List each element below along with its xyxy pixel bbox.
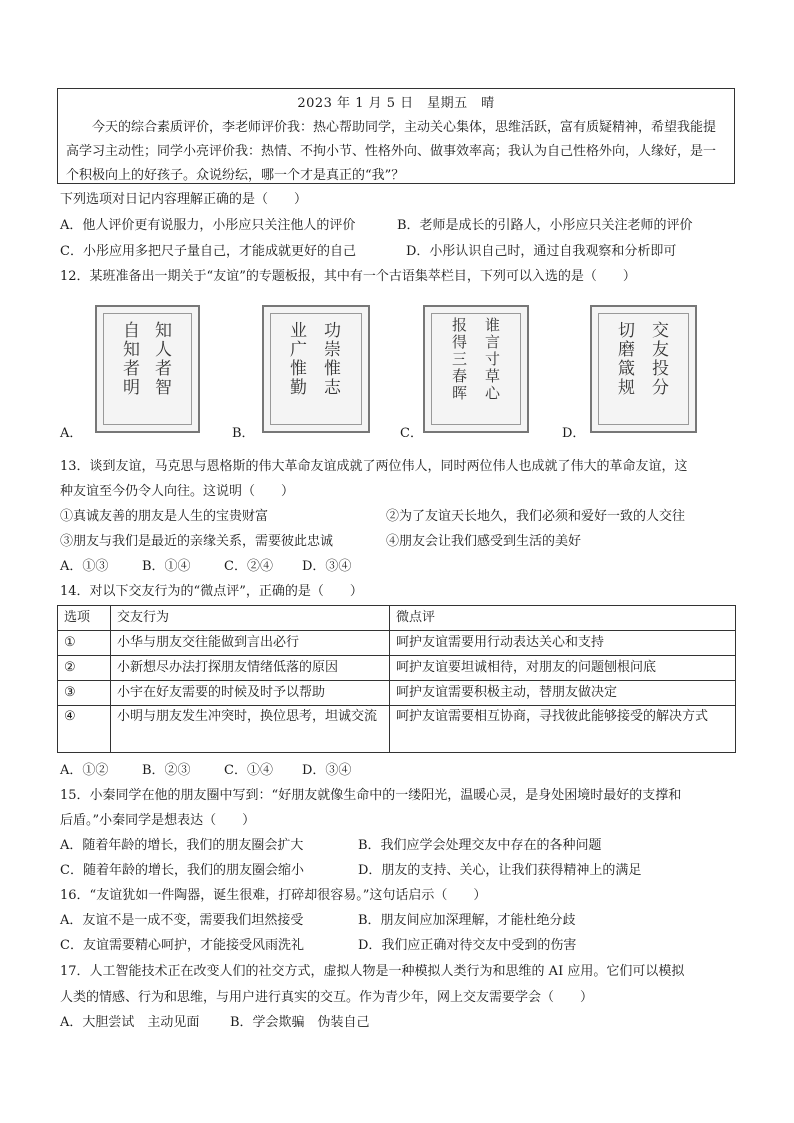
- q17-stem-1: 17．人工智能技术正在改变人们的社交方式，虚拟人物是一种模拟人类行为和思维的 AI 应用。它们可以模拟: [60, 964, 685, 979]
- q13-answer-c[interactable]: C．②④: [224, 559, 273, 574]
- table-cell: ④: [58, 706, 111, 753]
- q12-stem: 12．某班准备出一期关于“友谊”的专题板报，其中有一个古语集萃栏目，下列可以入选的是（ ）: [60, 269, 636, 284]
- q17-stem-2: 人类的情感、行为和思维，与用户进行真实的交互。作为青少年，网上交友需要学会（ ）: [60, 990, 594, 1005]
- q14-answer-c[interactable]: C．①④: [224, 763, 273, 778]
- scroll-d-col-2: 切磨箴规: [614, 321, 634, 397]
- scroll-b-col-2: 业广惟勤: [286, 321, 306, 397]
- diary-body-text: 今天的综合素质评价，李老师评价我：热心帮助同学，主动关心集体，思维活跃，富有质疑精神，希望我能提高学习主动性；同学小亮评价我：热情、不拘小节、性格外向、做事效率高；我认为自己性格外向，人缘好，是一个积极向上的好孩子。众说纷纭，哪一个才是真正的“我”？: [66, 120, 717, 183]
- table-cell: ②: [58, 656, 111, 681]
- table-cell: 呵护友谊需要积极主动，替朋友做决定: [390, 681, 736, 706]
- q11-option-a[interactable]: A．他人评价更有说服力，小彤应只关注他人的评价: [60, 218, 356, 233]
- q13-answer-d[interactable]: D．③④: [302, 559, 352, 574]
- q12-scroll-b: [262, 305, 370, 433]
- table-row: [58, 681, 736, 706]
- table-row: [58, 706, 736, 753]
- table-cell: 呵护友谊需要用行动表达关心和支持: [390, 631, 736, 656]
- q15-option-d[interactable]: D．朋友的支持、关心，让我们获得精神上的满足: [358, 863, 642, 878]
- q16-option-a[interactable]: A．友谊不是一成不变，需要我们坦然接受: [60, 913, 304, 928]
- q14-answer-a[interactable]: A．①②: [60, 763, 109, 778]
- q17-option-a[interactable]: A．大胆尝试 主动见面: [60, 1015, 200, 1030]
- q16-option-c[interactable]: C．友谊需要精心呵护，才能接受风雨洗礼: [60, 938, 304, 953]
- q13-item-3: ③朋友与我们是最近的亲缘关系，需要彼此忠诚: [60, 534, 334, 549]
- q16-option-d[interactable]: D．我们应正确对待交友中受到的伤害: [358, 938, 577, 953]
- scroll-c-col-2: 报得三春晖: [450, 317, 468, 402]
- scroll-c-col-1: 谁言寸草心: [483, 317, 501, 402]
- table-cell: 呵护友谊要坦诚相待，对朋友的问题刨根问底: [390, 656, 736, 681]
- table-header-cell: 选项: [58, 606, 111, 631]
- q15-option-a[interactable]: A．随着年龄的增长，我们的朋友圈会扩大: [60, 838, 304, 853]
- scroll-b-col-1: 功崇惟志: [320, 321, 340, 397]
- table-header-cell: 交友行为: [111, 606, 390, 631]
- q12-scroll-a: [95, 305, 200, 433]
- q11-option-c[interactable]: C．小彤应用多把尺子量自己，才能成就更好的自己: [60, 244, 356, 259]
- diary-box: [57, 88, 735, 184]
- table-cell: 小明与朋友发生冲突时，换位思考，坦诚交流: [111, 706, 390, 753]
- q15-option-c[interactable]: C．随着年龄的增长，我们的朋友圈会缩小: [60, 863, 304, 878]
- q14-answer-d[interactable]: D．③④: [302, 763, 352, 778]
- q14-stem: 14．对以下交友行为的“微点评”，正确的是（ ）: [60, 584, 363, 599]
- q17-option-b[interactable]: B．学会欺骗 伪装自己: [230, 1015, 370, 1030]
- q13-item-4: ④朋友会让我们感受到生活的美好: [386, 534, 582, 549]
- table-cell: 小宇在好友需要的时候及时予以帮助: [111, 681, 390, 706]
- q14-answer-b[interactable]: B．②③: [142, 763, 191, 778]
- q13-item-2: ②为了友谊天长地久，我们必须和爱好一致的人交往: [386, 509, 686, 524]
- table-header-cell: 微点评: [390, 606, 736, 631]
- table-cell: 小华与朋友交往能做到言出必行: [111, 631, 390, 656]
- table-row: [58, 656, 736, 681]
- q13-answer-b[interactable]: B．①④: [142, 559, 191, 574]
- table-header-row: [58, 606, 736, 631]
- q13-item-1: ①真诚友善的朋友是人生的宝贵财富: [60, 509, 269, 524]
- q11-option-b[interactable]: B．老师是成长的引路人，小彤应只关注老师的评价: [397, 218, 693, 233]
- table-cell: 呵护友谊需要相互协商，寻找彼此能够接受的解决方式: [390, 706, 736, 753]
- diary-date-header: 2023 年 1 月 5 日 星期五 晴: [297, 96, 495, 111]
- q12-scroll-d: [590, 305, 697, 433]
- scroll-a-col-2: 自知者明: [119, 321, 139, 397]
- q15-option-b[interactable]: B．我们应学会处理交友中存在的各种问题: [358, 838, 602, 853]
- q11-option-d[interactable]: D．小彤认识自己时，通过自我观察和分析即可: [406, 244, 677, 259]
- q12-option-c[interactable]: C．: [400, 426, 423, 441]
- q13-stem-2: 种友谊至今仍令人向往。这说明（ ）: [60, 484, 295, 499]
- table-cell: 小新想尽办法打探朋友情绪低落的原因: [111, 656, 390, 681]
- q15-stem-1: 15．小秦同学在他的朋友圈中写到：“好朋友就像生命中的一缕阳光，温暖心灵，是身处困境时最好的支撑和: [60, 788, 682, 803]
- q15-stem-2: 后盾。”小秦同学是想表达（ ）: [60, 813, 256, 828]
- q11-stem: 下列选项对日记内容理解正确的是（ ）: [60, 192, 308, 207]
- q16-stem: 16．“友谊犹如一件陶器，诞生很难，打碎却很容易。”这句话启示（ ）: [60, 888, 487, 903]
- q12-option-a[interactable]: A．: [60, 426, 83, 441]
- table-cell: ③: [58, 681, 111, 706]
- q14-table: [57, 605, 736, 753]
- table-cell: ①: [58, 631, 111, 656]
- q12-option-b[interactable]: B．: [232, 426, 255, 441]
- q16-option-b[interactable]: B．朋友间应加深理解，才能杜绝分歧: [358, 913, 576, 928]
- scroll-d-col-1: 交友投分: [648, 321, 668, 397]
- q13-answer-a[interactable]: A．①③: [60, 559, 109, 574]
- scroll-a-col-1: 知人者智: [151, 321, 171, 397]
- q13-stem-1: 13．谈到友谊，马克思与恩格斯的伟大革命友谊成就了两位伟人，同时两位伟人也成就了伟大的革命友谊，这: [60, 459, 688, 474]
- q12-option-d[interactable]: D．: [562, 426, 586, 441]
- q12-scroll-c: [423, 305, 529, 433]
- table-row: [58, 631, 736, 656]
